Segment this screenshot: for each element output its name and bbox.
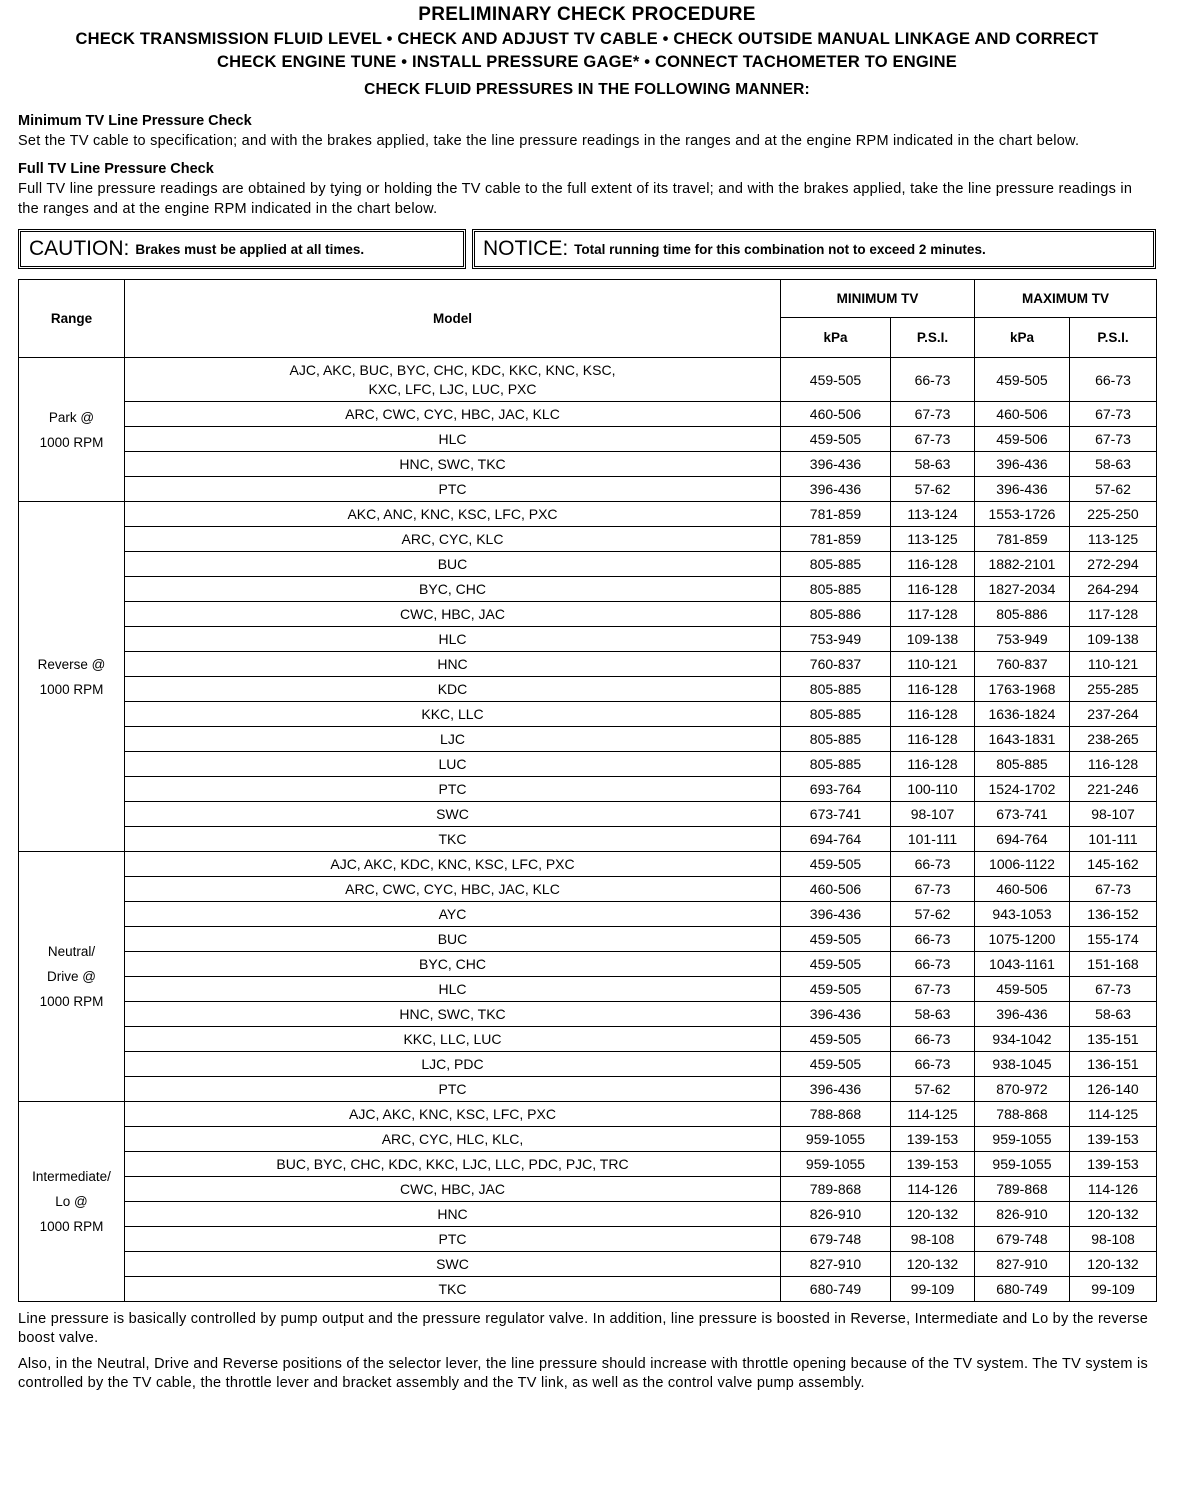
max-kpa-cell: 396-436	[975, 477, 1070, 502]
table-row	[19, 1152, 1157, 1177]
max-psi-cell: 58-63	[1070, 452, 1157, 477]
table-row	[19, 1177, 1157, 1202]
table-row	[19, 1002, 1157, 1027]
notice-box	[472, 229, 1156, 269]
table-row	[19, 627, 1157, 652]
min-psi-cell: 116-128	[891, 727, 975, 752]
model-cell: PTC	[125, 477, 781, 502]
max-kpa-cell: 1524-1702	[975, 777, 1070, 802]
notice-label: NOTICE:	[483, 237, 569, 260]
model-cell: LJC	[125, 727, 781, 752]
max-kpa-cell: 781-859	[975, 527, 1070, 552]
max-kpa-cell: 753-949	[975, 627, 1070, 652]
max-kpa-cell: 959-1055	[975, 1152, 1070, 1177]
max-kpa-cell: 694-764	[975, 827, 1070, 852]
min-psi-cell: 139-153	[891, 1152, 975, 1177]
table-row	[19, 702, 1157, 727]
max-psi-cell: 255-285	[1070, 677, 1157, 702]
min-kpa-cell: 679-748	[781, 1227, 891, 1252]
max-psi-cell: 139-153	[1070, 1127, 1157, 1152]
max-psi-cell: 113-125	[1070, 527, 1157, 552]
max-kpa-cell: 789-868	[975, 1177, 1070, 1202]
min-psi-cell: 109-138	[891, 627, 975, 652]
min-psi-cell: 66-73	[891, 358, 975, 402]
table-row	[19, 402, 1157, 427]
max-psi-cell: 151-168	[1070, 952, 1157, 977]
table-row	[19, 727, 1157, 752]
model-cell: LUC	[125, 752, 781, 777]
max-kpa-cell: 934-1042	[975, 1027, 1070, 1052]
footer-notes	[18, 1310, 1156, 1393]
min-psi-cell: 114-126	[891, 1177, 975, 1202]
min-kpa-cell: 396-436	[781, 477, 891, 502]
max-psi-cell: 57-62	[1070, 477, 1157, 502]
max-psi-cell: 272-294	[1070, 552, 1157, 577]
min-psi-cell: 116-128	[891, 677, 975, 702]
model-cell: LJC, PDC	[125, 1052, 781, 1077]
model-cell: ARC, CWC, CYC, HBC, JAC, KLC	[125, 877, 781, 902]
min-psi-cell: 58-63	[891, 1002, 975, 1027]
min-psi-cell: 116-128	[891, 752, 975, 777]
table-body	[19, 358, 1157, 1302]
table-row	[19, 452, 1157, 477]
model-cell: HNC	[125, 1202, 781, 1227]
table-row	[19, 1252, 1157, 1277]
max-psi-cell: 98-107	[1070, 802, 1157, 827]
model-cell: BYC, CHC	[125, 577, 781, 602]
full-tv-heading: Full TV Line Pressure Check	[18, 161, 214, 177]
instruction-line-3: CHECK FLUID PRESSURES IN THE FOLLOWING MANNER:	[364, 81, 810, 98]
table-row	[19, 752, 1157, 777]
table-row	[19, 1027, 1157, 1052]
caution-box	[18, 229, 466, 269]
min-psi-cell: 58-63	[891, 452, 975, 477]
max-kpa-cell: 959-1055	[975, 1127, 1070, 1152]
header-minimum-tv: MINIMUM TV	[781, 280, 975, 318]
min-kpa-cell: 789-868	[781, 1177, 891, 1202]
min-kpa-cell: 788-868	[781, 1102, 891, 1127]
table-row	[19, 777, 1157, 802]
caution-text: Brakes must be applied at all times.	[135, 241, 365, 257]
max-kpa-cell: 396-436	[975, 452, 1070, 477]
full-tv-text: Full TV line pressure readings are obtained by tying or holding the TV cable to the full extent of its travel; and with the brakes applied, take the line pressure readings in the ranges and at the engine RPM indicated in the chart below.	[18, 181, 1133, 217]
table-row	[19, 802, 1157, 827]
table-row	[19, 1127, 1157, 1152]
max-psi-cell: 58-63	[1070, 1002, 1157, 1027]
min-kpa-cell: 396-436	[781, 1077, 891, 1102]
min-kpa-cell: 459-505	[781, 358, 891, 402]
max-psi-cell: 136-151	[1070, 1052, 1157, 1077]
model-cell: CWC, HBC, JAC	[125, 602, 781, 627]
table-row	[19, 827, 1157, 852]
min-kpa-cell: 781-859	[781, 502, 891, 527]
max-psi-cell: 136-152	[1070, 902, 1157, 927]
footer-paragraph-2: Also, in the Neutral, Drive and Reverse positions of the selector lever, the line pressure should increase with throttle opening because of the TV system. The TV system is controlled by the TV cable, the throttle lever and bracket assembly and the TV link, as well as the control valve pump assembly.	[18, 1356, 1148, 1391]
model-cell: AYC	[125, 902, 781, 927]
model-cell: PTC	[125, 1077, 781, 1102]
max-psi-cell: 109-138	[1070, 627, 1157, 652]
min-psi-cell: 66-73	[891, 952, 975, 977]
model-cell: HLC	[125, 977, 781, 1002]
pressure-table	[18, 279, 1157, 1302]
max-kpa-cell: 679-748	[975, 1227, 1070, 1252]
min-kpa-cell: 396-436	[781, 902, 891, 927]
max-psi-cell: 120-132	[1070, 1252, 1157, 1277]
min-psi-cell: 139-153	[891, 1127, 975, 1152]
model-cell: HLC	[125, 427, 781, 452]
caution-label: CAUTION:	[29, 237, 130, 260]
page-title: PRELIMINARY CHECK PROCEDURE	[418, 4, 756, 25]
table-row	[19, 1077, 1157, 1102]
table-row	[19, 902, 1157, 927]
max-psi-cell: 120-132	[1070, 1202, 1157, 1227]
min-psi-cell: 114-125	[891, 1102, 975, 1127]
header-min-psi: P.S.I.	[891, 318, 975, 358]
table-row	[19, 852, 1157, 877]
max-psi-cell: 237-264	[1070, 702, 1157, 727]
table-row	[19, 927, 1157, 952]
max-psi-cell: 116-128	[1070, 752, 1157, 777]
min-kpa-cell: 753-949	[781, 627, 891, 652]
model-cell: HNC	[125, 652, 781, 677]
min-kpa-cell: 805-885	[781, 552, 891, 577]
min-kpa-cell: 805-885	[781, 577, 891, 602]
max-psi-cell: 155-174	[1070, 927, 1157, 952]
min-psi-cell: 116-128	[891, 577, 975, 602]
min-psi-cell: 116-128	[891, 702, 975, 727]
min-psi-cell: 67-73	[891, 877, 975, 902]
max-kpa-cell: 459-505	[975, 977, 1070, 1002]
range-cell: Intermediate/ Lo @ 1000 RPM	[19, 1102, 125, 1302]
min-psi-cell: 66-73	[891, 1027, 975, 1052]
max-psi-cell: 114-126	[1070, 1177, 1157, 1202]
instruction-line-2: CHECK ENGINE TUNE • INSTALL PRESSURE GAGE* • CONNECT TACHOMETER TO ENGINE	[217, 53, 957, 71]
max-kpa-cell: 1043-1161	[975, 952, 1070, 977]
min-kpa-cell: 460-506	[781, 402, 891, 427]
max-psi-cell: 225-250	[1070, 502, 1157, 527]
min-kpa-cell: 459-505	[781, 1027, 891, 1052]
max-kpa-cell: 788-868	[975, 1102, 1070, 1127]
min-kpa-cell: 680-749	[781, 1277, 891, 1302]
table-row	[19, 502, 1157, 527]
header-min-kpa: kPa	[781, 318, 891, 358]
max-psi-cell: 98-108	[1070, 1227, 1157, 1252]
min-psi-cell: 101-111	[891, 827, 975, 852]
min-kpa-cell: 760-837	[781, 652, 891, 677]
model-cell: SWC	[125, 802, 781, 827]
max-psi-cell: 67-73	[1070, 427, 1157, 452]
model-cell: AJC, AKC, BUC, BYC, CHC, KDC, KKC, KNC, KSC, KXC, LFC, LJC, LUC, PXC	[125, 358, 781, 402]
max-kpa-cell: 1827-2034	[975, 577, 1070, 602]
footer-paragraph-1: Line pressure is basically controlled by pump output and the pressure regulator valve. In addition, line pressure is boosted in Reverse, Intermediate and Lo by the reverse boost valve.	[18, 1311, 1149, 1346]
max-psi-cell: 264-294	[1070, 577, 1157, 602]
min-psi-cell: 57-62	[891, 1077, 975, 1102]
max-psi-cell: 66-73	[1070, 358, 1157, 402]
range-cell: Park @ 1000 RPM	[19, 358, 125, 502]
max-kpa-cell: 460-506	[975, 877, 1070, 902]
min-psi-cell: 120-132	[891, 1202, 975, 1227]
model-cell: PTC	[125, 1227, 781, 1252]
min-psi-cell: 67-73	[891, 427, 975, 452]
max-psi-cell: 135-151	[1070, 1027, 1157, 1052]
model-cell: KKC, LLC, LUC	[125, 1027, 781, 1052]
min-kpa-cell: 459-505	[781, 1052, 891, 1077]
max-kpa-cell: 805-885	[975, 752, 1070, 777]
model-cell: KKC, LLC	[125, 702, 781, 727]
min-kpa-cell: 673-741	[781, 802, 891, 827]
max-kpa-cell: 680-749	[975, 1277, 1070, 1302]
max-psi-cell: 99-109	[1070, 1277, 1157, 1302]
max-psi-cell: 114-125	[1070, 1102, 1157, 1127]
table-row	[19, 602, 1157, 627]
model-cell: SWC	[125, 1252, 781, 1277]
min-kpa-cell: 396-436	[781, 1002, 891, 1027]
min-kpa-cell: 805-885	[781, 752, 891, 777]
model-cell: HNC, SWC, TKC	[125, 1002, 781, 1027]
min-kpa-cell: 805-885	[781, 702, 891, 727]
max-psi-cell: 67-73	[1070, 977, 1157, 1002]
min-psi-cell: 117-128	[891, 602, 975, 627]
table-row	[19, 1202, 1157, 1227]
max-kpa-cell: 396-436	[975, 1002, 1070, 1027]
max-psi-cell: 238-265	[1070, 727, 1157, 752]
min-kpa-cell: 693-764	[781, 777, 891, 802]
min-psi-cell: 98-108	[891, 1227, 975, 1252]
max-psi-cell: 221-246	[1070, 777, 1157, 802]
max-kpa-cell: 459-506	[975, 427, 1070, 452]
table-row	[19, 477, 1157, 502]
max-kpa-cell: 460-506	[975, 402, 1070, 427]
max-kpa-cell: 943-1053	[975, 902, 1070, 927]
min-kpa-cell: 805-885	[781, 677, 891, 702]
max-kpa-cell: 760-837	[975, 652, 1070, 677]
min-psi-cell: 116-128	[891, 552, 975, 577]
notice-text: Total running time for this combination not to exceed 2 minutes.	[574, 241, 986, 257]
model-cell: CWC, HBC, JAC	[125, 1177, 781, 1202]
min-psi-cell: 113-124	[891, 502, 975, 527]
header-max-psi: P.S.I.	[1070, 318, 1157, 358]
model-cell: ARC, CYC, KLC	[125, 527, 781, 552]
table-row	[19, 358, 1157, 402]
table-row	[19, 527, 1157, 552]
min-kpa-cell: 459-505	[781, 977, 891, 1002]
min-kpa-cell: 460-506	[781, 877, 891, 902]
max-kpa-cell: 1553-1726	[975, 502, 1070, 527]
min-kpa-cell: 459-505	[781, 852, 891, 877]
max-kpa-cell: 1763-1968	[975, 677, 1070, 702]
model-cell: BYC, CHC	[125, 952, 781, 977]
table-row	[19, 952, 1157, 977]
min-kpa-cell: 805-885	[781, 727, 891, 752]
max-kpa-cell: 1882-2101	[975, 552, 1070, 577]
min-psi-cell: 57-62	[891, 477, 975, 502]
model-cell: AJC, AKC, KDC, KNC, KSC, LFC, PXC	[125, 852, 781, 877]
min-kpa-cell: 826-910	[781, 1202, 891, 1227]
max-kpa-cell: 673-741	[975, 802, 1070, 827]
min-psi-cell: 100-110	[891, 777, 975, 802]
table-row	[19, 652, 1157, 677]
max-kpa-cell: 1075-1200	[975, 927, 1070, 952]
instruction-line-1: CHECK TRANSMISSION FLUID LEVEL • CHECK AND ADJUST TV CABLE • CHECK OUTSIDE MANUAL LINKAGE AND CORRECT	[75, 30, 1099, 48]
min-psi-cell: 66-73	[891, 852, 975, 877]
model-cell: BUC	[125, 927, 781, 952]
max-psi-cell: 101-111	[1070, 827, 1157, 852]
max-psi-cell: 117-128	[1070, 602, 1157, 627]
model-cell: BUC, BYC, CHC, KDC, KKC, LJC, LLC, PDC, PJC, TRC	[125, 1152, 781, 1177]
min-kpa-cell: 781-859	[781, 527, 891, 552]
max-psi-cell: 139-153	[1070, 1152, 1157, 1177]
header-model: Model	[125, 280, 781, 358]
min-kpa-cell: 459-505	[781, 927, 891, 952]
max-psi-cell: 110-121	[1070, 652, 1157, 677]
min-kpa-cell: 396-436	[781, 452, 891, 477]
table-row	[19, 1227, 1157, 1252]
table-row	[19, 1102, 1157, 1127]
min-psi-cell: 66-73	[891, 927, 975, 952]
max-kpa-cell: 826-910	[975, 1202, 1070, 1227]
table-row	[19, 427, 1157, 452]
max-kpa-cell: 870-972	[975, 1077, 1070, 1102]
table-row	[19, 677, 1157, 702]
model-cell: TKC	[125, 827, 781, 852]
table-row	[19, 577, 1157, 602]
table-row	[19, 1277, 1157, 1302]
model-cell: BUC	[125, 552, 781, 577]
min-psi-cell: 113-125	[891, 527, 975, 552]
min-psi-cell: 66-73	[891, 1052, 975, 1077]
table-row	[19, 977, 1157, 1002]
min-psi-cell: 57-62	[891, 902, 975, 927]
model-cell: AJC, AKC, KNC, KSC, LFC, PXC	[125, 1102, 781, 1127]
header-range: Range	[19, 280, 125, 358]
header-maximum-tv: MAXIMUM TV	[975, 280, 1157, 318]
model-cell: TKC	[125, 1277, 781, 1302]
warning-row	[18, 229, 1156, 269]
max-psi-cell: 145-162	[1070, 852, 1157, 877]
min-tv-text: Set the TV cable to specification; and with the brakes applied, take the line pressure readings in the ranges and at the engine RPM indicated in the chart below.	[18, 133, 1080, 149]
min-psi-cell: 98-107	[891, 802, 975, 827]
table-row	[19, 1052, 1157, 1077]
max-kpa-cell: 938-1045	[975, 1052, 1070, 1077]
model-cell: HLC	[125, 627, 781, 652]
model-cell: AKC, ANC, KNC, KSC, LFC, PXC	[125, 502, 781, 527]
table-row	[19, 877, 1157, 902]
min-tv-heading: Minimum TV Line Pressure Check	[18, 113, 252, 129]
min-psi-cell: 67-73	[891, 402, 975, 427]
header-max-kpa: kPa	[975, 318, 1070, 358]
min-psi-cell: 120-132	[891, 1252, 975, 1277]
min-kpa-cell: 827-910	[781, 1252, 891, 1277]
min-kpa-cell: 459-505	[781, 427, 891, 452]
min-kpa-cell: 805-886	[781, 602, 891, 627]
min-psi-cell: 99-109	[891, 1277, 975, 1302]
min-kpa-cell: 694-764	[781, 827, 891, 852]
max-kpa-cell: 805-886	[975, 602, 1070, 627]
max-kpa-cell: 1643-1831	[975, 727, 1070, 752]
min-psi-cell: 67-73	[891, 977, 975, 1002]
max-psi-cell: 126-140	[1070, 1077, 1157, 1102]
max-kpa-cell: 459-505	[975, 358, 1070, 402]
model-cell: HNC, SWC, TKC	[125, 452, 781, 477]
max-psi-cell: 67-73	[1070, 877, 1157, 902]
model-cell: ARC, CWC, CYC, HBC, JAC, KLC	[125, 402, 781, 427]
model-cell: PTC	[125, 777, 781, 802]
min-kpa-cell: 959-1055	[781, 1152, 891, 1177]
range-cell: Reverse @ 1000 RPM	[19, 502, 125, 852]
model-cell: ARC, CYC, HLC, KLC,	[125, 1127, 781, 1152]
range-cell: Neutral/ Drive @ 1000 RPM	[19, 852, 125, 1102]
max-psi-cell: 67-73	[1070, 402, 1157, 427]
max-kpa-cell: 1006-1122	[975, 852, 1070, 877]
min-kpa-cell: 959-1055	[781, 1127, 891, 1152]
min-kpa-cell: 459-505	[781, 952, 891, 977]
min-psi-cell: 110-121	[891, 652, 975, 677]
table-row	[19, 552, 1157, 577]
max-kpa-cell: 827-910	[975, 1252, 1070, 1277]
model-cell: KDC	[125, 677, 781, 702]
max-kpa-cell: 1636-1824	[975, 702, 1070, 727]
